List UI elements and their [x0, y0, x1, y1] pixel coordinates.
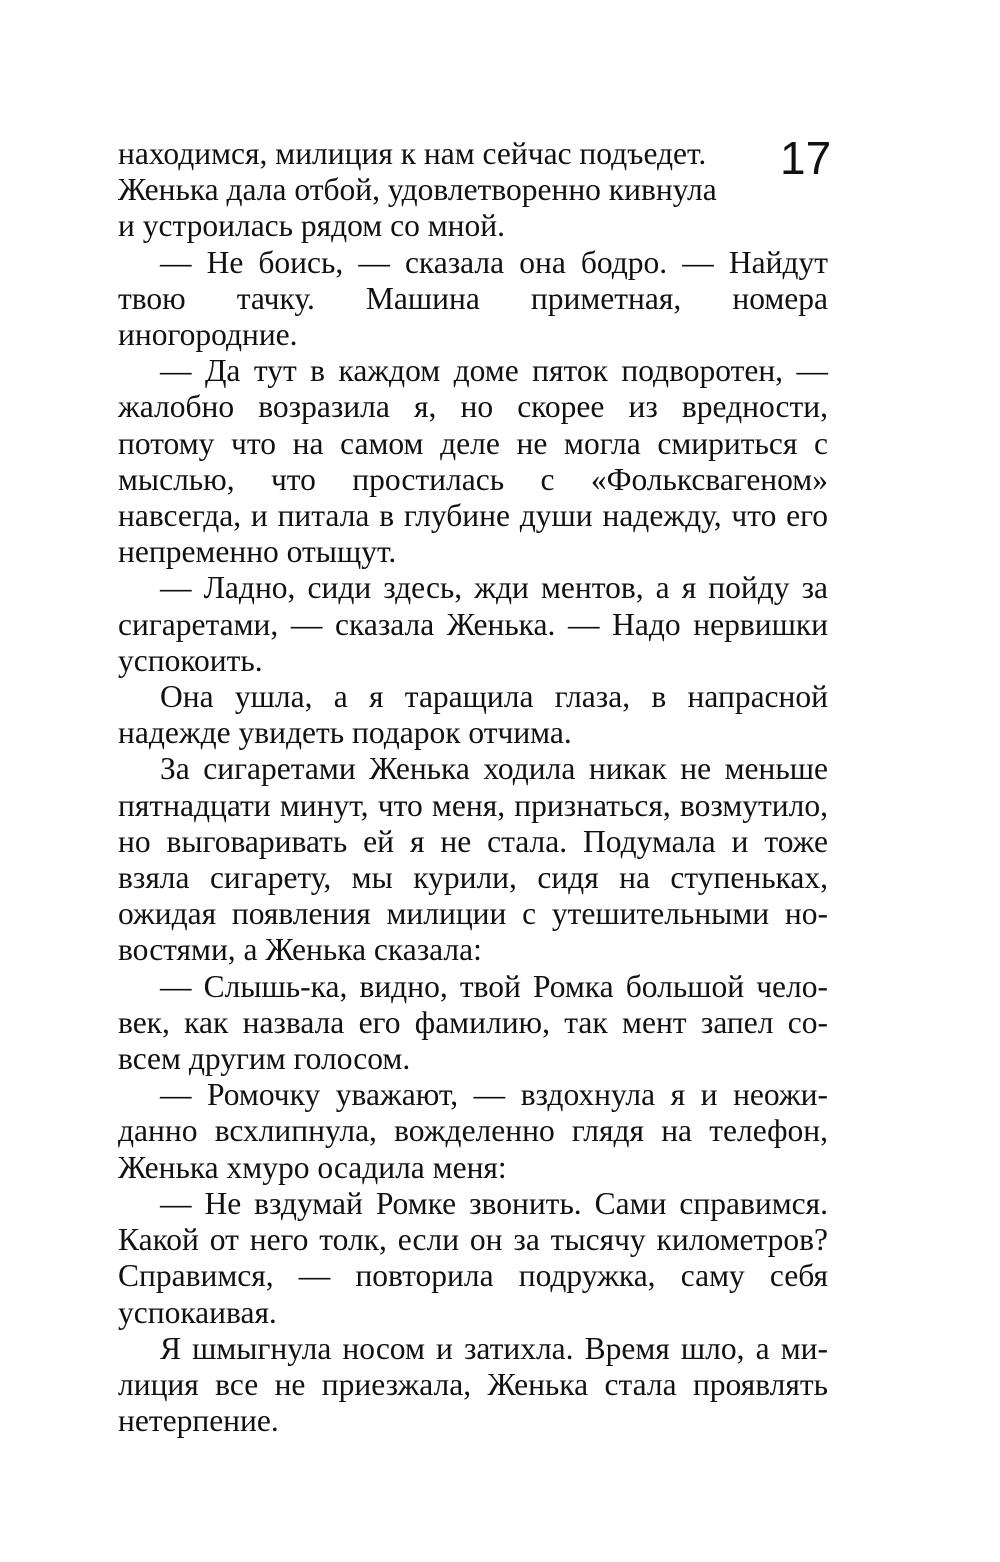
paragraph: — Не боись, — сказала она бодро. — Найдут твою тачку. Машина приметная, номера иногородние.: [118, 244, 828, 353]
text-line: Женька дала отбой, удовлетворенно кивнула: [118, 172, 717, 208]
continuation-lines: [118, 136, 828, 245]
paragraph: — Ромочку уважают, — вздохнула я и неожиданно всхлипнула, вожделенно глядя на телефон, Женька хмуро осадила меня:: [118, 1077, 828, 1185]
paragraph: Она ушла, а я таращила глаза, в напрасной надежде увидеть подарок отчима.: [118, 679, 828, 751]
text-block: [118, 136, 828, 1439]
paragraph: Я шмыгнула носом и затихла. Время шло, а милиция все не приезжала, Женька стала проявлять нетерпение.: [118, 1330, 828, 1439]
page-number: 17: [780, 132, 832, 184]
paragraph: За сигаретами Женька ходила никак не меньше пятнадцати минут, что меня, признаться, возмутило, но выговаривать ей я не стала. Подумала и тоже взяла сигарету, мы курили, сидя на ступеньках, ожидая появления милиции с утешительными новостями, а Женька сказала:: [118, 751, 828, 968]
text-line: и устроилась рядом со мной.: [118, 208, 505, 244]
paragraph: — Не вздумай Ромке звонить. Сами справимся. Какой от него толк, если он за тысячу километров? Справимся, — повторила подружка, саму себя успокаивая.: [118, 1185, 828, 1330]
paragraph: — Да тут в каждом доме пяток подворотен, — жалобно возразила я, но скорее из вредности, потому что на самом деле не могла смириться с мыслью, что простилась с «Фольксвагеном» навсегда, и питала в глубине души надежду, что его непременно отыщут.: [118, 353, 828, 570]
text-line: находимся, милиция к нам сейчас подъедет.: [118, 136, 707, 171]
paragraph: — Слышь-ка, видно, твой Ромка большой человек, как назвала его фамилию, так мент запел совсем другим голосом.: [118, 968, 828, 1077]
paragraph: — Ладно, сиди здесь, жди ментов, а я пойду за сигаретами, — сказала Женька. — Надо нервишки успокоить.: [118, 570, 828, 678]
